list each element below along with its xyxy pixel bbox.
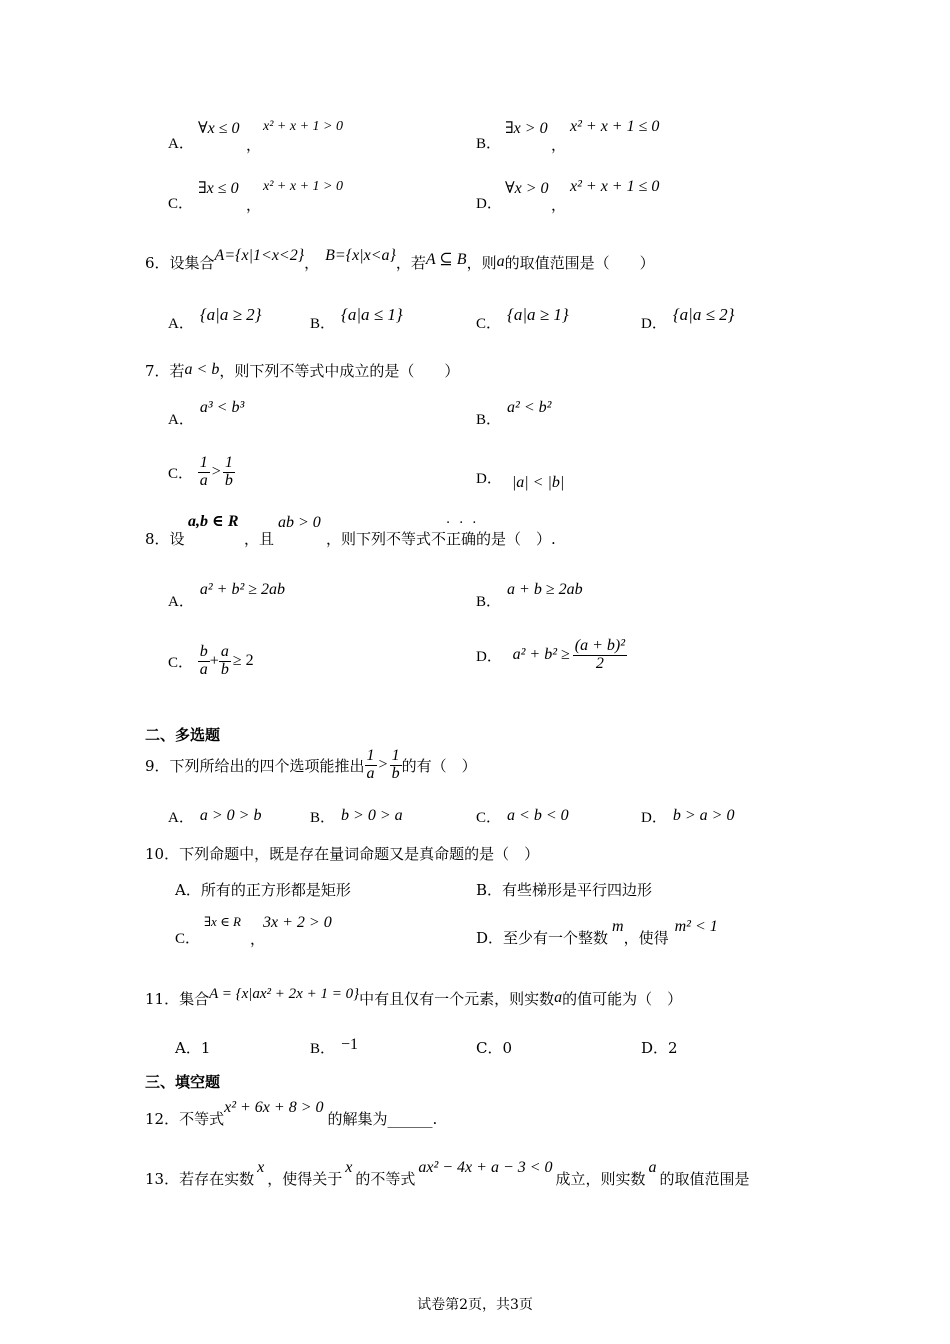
q11-var: a	[554, 989, 563, 1006]
q11-mid: 中有且仅有一个元素，则实数	[359, 990, 555, 1008]
q10-option-a[interactable]: A．所有的正方形都是矩形	[175, 881, 351, 899]
q5-a-quantifier: ∀x ≤ 0	[198, 120, 240, 137]
option-label: C．	[168, 196, 194, 212]
q8-cond1: a,b ∈ R	[188, 513, 239, 530]
option-label: B．	[310, 316, 336, 332]
q13-mid2: 的不等式	[355, 1170, 416, 1188]
section-heading-multi: 二、多选题	[145, 726, 221, 744]
q13-prefix: 13．若存在实数	[145, 1170, 255, 1188]
option-label: A．	[168, 136, 194, 152]
option-label: C．	[168, 654, 194, 671]
q8-cond2: ab > 0	[278, 514, 321, 531]
q11-option-d[interactable]: D．2	[641, 1039, 678, 1057]
option-label: D．	[641, 810, 667, 826]
option-label: A．	[168, 316, 194, 332]
q10-c-expr: 3x + 2 > 0	[263, 914, 332, 931]
q9-b-text: b > 0 > a	[341, 807, 403, 824]
q8-a-text: a² + b² ≥ 2ab	[199, 581, 286, 598]
q9-stem	[145, 748, 477, 783]
q8-tail: ，则下列不等式不正确的是（ ）.	[326, 530, 556, 548]
q6-d-text: {a|a ≤ 2}	[672, 305, 735, 324]
q8-mid: ，且	[244, 530, 275, 548]
option-label: C．	[476, 810, 502, 826]
q9-option-d[interactable]	[641, 806, 734, 827]
q11-prefix: 11．集合	[145, 990, 210, 1008]
q7-prefix: 7．若	[145, 362, 185, 380]
q7-tail: ，则下列不等式中成立的是（ ）	[219, 362, 460, 380]
q12-expr: x² + 6x + 8 > 0	[224, 1099, 324, 1116]
q11-option-a[interactable]: A．1	[175, 1039, 211, 1057]
numerator: (a + b)²	[574, 637, 626, 654]
q12-prefix: 12．不等式	[145, 1110, 225, 1128]
q11-option-c[interactable]: C．0	[476, 1039, 513, 1057]
q6-subset: A ⊆ B	[425, 251, 467, 268]
q7-b-text: a² < b²	[507, 399, 552, 416]
q6-a-text: {a|a ≥ 2}	[199, 305, 262, 324]
q10-d-mid: ，使得	[623, 929, 669, 947]
operator: >	[378, 756, 388, 774]
q5-c-sep: ，	[246, 198, 262, 214]
page-footer: 试卷第2页，共3页	[417, 1297, 533, 1313]
q7-stem	[145, 360, 459, 381]
q7-option-c[interactable]	[168, 455, 235, 490]
q8-emphasis-dots: ...	[446, 512, 486, 527]
q8-prefix: 8．设	[145, 530, 185, 548]
q6-option-b[interactable]	[310, 305, 403, 333]
option-label: D．	[641, 316, 667, 332]
q8-option-a[interactable]	[168, 581, 286, 611]
q8-option-d[interactable]	[476, 638, 627, 673]
q7-option-d[interactable]	[476, 467, 565, 491]
q5-d-quantifier: ∀x > 0	[505, 180, 549, 197]
option-label: A．	[168, 594, 194, 610]
q11-stem	[145, 988, 682, 1009]
q13-tail: 的取值范围是	[659, 1170, 750, 1188]
q6-mid1: ，若	[395, 254, 426, 272]
denominator: b	[391, 764, 400, 782]
option-label: C．	[476, 316, 502, 332]
q6-var: a	[496, 253, 505, 270]
q6-option-c[interactable]	[476, 305, 569, 333]
option-label: D．	[476, 196, 502, 212]
q9-option-a[interactable]	[168, 806, 261, 827]
q11-option-b[interactable]	[310, 1037, 358, 1058]
denominator: a	[199, 471, 208, 489]
operator: >	[211, 463, 221, 481]
q5-b-expr: x² + x + 1 ≤ 0	[570, 118, 660, 135]
section-heading-fill: 三、填空题	[145, 1073, 221, 1091]
q8-b-text: a + b ≥ 2ab	[507, 581, 583, 598]
q10-option-c[interactable]	[175, 927, 200, 948]
q5-b-sep: ，	[551, 138, 567, 154]
q13-var1: x	[257, 1159, 265, 1176]
q10-c-sep: ，	[250, 932, 266, 948]
option-label: B．	[310, 1041, 336, 1057]
q5-d-expr: x² + x + 1 ≤ 0	[570, 178, 660, 195]
q6-tail: 的取值范围是（ ）	[504, 254, 655, 272]
q10-c-quantifier: ∃x ∈ R	[204, 914, 241, 929]
q5-b-quantifier: ∃x > 0	[505, 120, 548, 137]
q9-c-text: a < b < 0	[507, 807, 569, 824]
q7-a-text: a³ < b³	[199, 399, 245, 416]
option-label: B．	[310, 810, 336, 826]
q11-b-text: −1	[341, 1036, 359, 1053]
q8-option-c[interactable]	[168, 644, 254, 679]
q13-var2: x	[345, 1159, 353, 1176]
denominator: a	[199, 660, 208, 678]
q10-option-d[interactable]	[476, 918, 718, 948]
q6-c-text: {a|a ≥ 1}	[507, 305, 569, 324]
numerator: b	[199, 643, 208, 660]
q10-stem: 10．下列命题中，既是存在量词命题又是真命题的是（ ）	[145, 845, 540, 863]
rhs: ≥ 2	[232, 652, 254, 670]
q13-mid3: 成立，则实数	[555, 1170, 646, 1188]
q8-option-b[interactable]	[476, 581, 583, 611]
q8-d-frac	[573, 638, 627, 673]
option-label: A．	[168, 412, 194, 428]
q7-option-b[interactable]	[476, 399, 552, 429]
q7-condition: a < b	[184, 361, 220, 378]
q6-option-a[interactable]	[168, 305, 262, 333]
option-label: D．	[476, 471, 502, 487]
q8-d-lhs: a² + b² ≥	[512, 646, 570, 664]
q7-c-frac-2	[223, 455, 235, 490]
q9-frac-2	[390, 748, 402, 783]
q7-c-frac-1	[198, 455, 210, 490]
q11-tail: 的值可能为（ ）	[562, 990, 683, 1008]
q6-b-text: {a|a ≤ 1}	[341, 305, 403, 324]
option-label: C．	[175, 931, 201, 947]
q8-c-frac-1	[198, 644, 210, 679]
q10-d-expr: m² < 1	[674, 918, 718, 935]
q6-set-a: A={x|1<x<2}	[214, 247, 305, 264]
q9-a-text: a > 0 > b	[199, 807, 262, 824]
q5-option-c[interactable]	[168, 192, 193, 213]
operator: +	[209, 652, 219, 670]
option-label: B．	[476, 412, 502, 428]
numerator: 1	[366, 747, 375, 764]
q13-stem	[145, 1159, 750, 1189]
q12-tail: 的解集为______.	[327, 1110, 438, 1128]
numerator: 1	[224, 454, 233, 471]
q5-c-expr: x² + x + 1 > 0	[263, 179, 343, 194]
q13-expr: ax² − 4x + a − 3 < 0	[418, 1159, 553, 1176]
q5-a-sep: ，	[246, 138, 262, 154]
q5-c-quantifier: ∃x ≤ 0	[198, 180, 239, 197]
q6-comma: ，	[304, 254, 320, 272]
numerator: 1	[391, 747, 400, 764]
numerator: a	[220, 643, 229, 660]
q5-option-d[interactable]	[476, 192, 502, 213]
q9-option-c[interactable]	[476, 806, 569, 827]
q12-stem	[145, 1099, 438, 1129]
q10-option-b[interactable]: B．有些梯形是平行四边形	[476, 881, 653, 899]
q9-tail: 的有（ ）	[401, 756, 477, 775]
q13-mid1: ，使得关于	[267, 1170, 343, 1188]
numerator: 1	[199, 454, 208, 471]
option-label: D．	[476, 648, 502, 665]
denominator: a	[366, 764, 375, 782]
q5-a-expr: x² + x + 1 > 0	[263, 119, 343, 134]
q9-d-text: b > a > 0	[672, 807, 735, 824]
q6-stem	[145, 247, 655, 273]
q7-option-a[interactable]	[168, 399, 245, 429]
q5-option-a[interactable]	[168, 132, 194, 153]
q5-d-sep: ，	[551, 198, 567, 214]
denominator: b	[220, 660, 229, 678]
q11-set: A = {x|ax² + 2x + 1 = 0}	[209, 986, 360, 1002]
q9-option-b[interactable]	[310, 806, 403, 827]
option-label: C．	[168, 465, 194, 482]
q13-var3: a	[648, 1159, 657, 1176]
q8-c-frac-2	[219, 644, 231, 679]
q10-d-var: m	[612, 918, 624, 935]
q10-d-prefix: D．至少有一个整数	[476, 929, 609, 947]
q6-mid2: ，则	[466, 254, 497, 272]
q6-set-b: B={x|x<a}	[325, 247, 396, 264]
q6-prefix: 6．设集合	[145, 254, 215, 272]
option-label: B．	[476, 594, 502, 610]
q9-prefix: 9．下列所给出的四个选项能推出	[145, 756, 365, 775]
option-label: A．	[168, 810, 194, 826]
denominator: b	[224, 471, 233, 489]
q6-option-d[interactable]	[641, 305, 735, 333]
denominator: 2	[595, 654, 604, 672]
q9-frac-1	[365, 748, 377, 783]
q5-option-b[interactable]	[476, 132, 501, 153]
q7-d-text: |a| < |b|	[511, 474, 565, 491]
option-label: B．	[476, 136, 502, 152]
